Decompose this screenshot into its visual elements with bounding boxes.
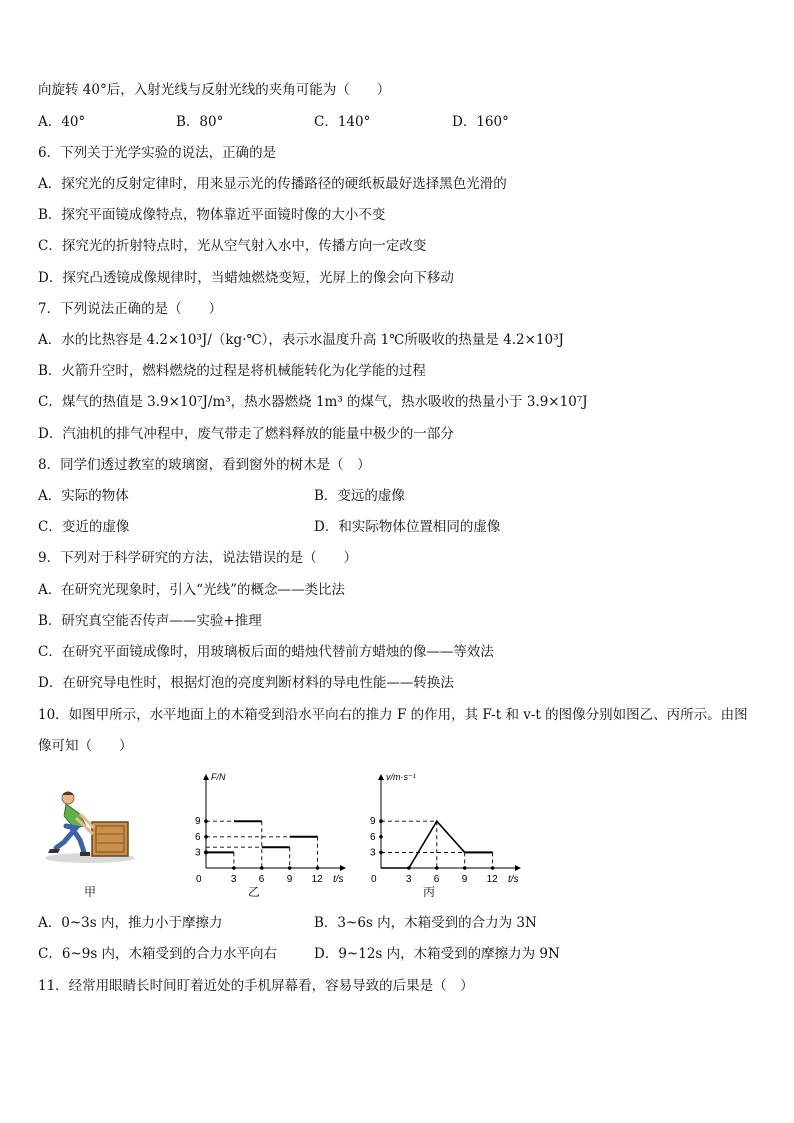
q8-option-a: A．实际的物体: [38, 488, 129, 504]
q11-stem: 11．经常用眼睛长时间盯着近处的手机屏幕看，容易导致的后果是（ ）: [38, 978, 474, 994]
x-tick-label: 6: [258, 874, 265, 885]
q9-option-c: C．在研究平面镜成像时，用玻璃板后面的蜡烛代替前方蜡烛的像——等效法: [38, 644, 494, 660]
q5-option-b: B．80°: [176, 114, 224, 130]
q9-stem: 9．下列对于科学研究的方法，说法错误的是（ ）: [38, 550, 358, 566]
q8-option-d: D．和实际物体位置相同的虚像: [314, 519, 501, 535]
figure-yi-caption: 乙: [248, 885, 261, 899]
q8-stem: 8．同学们透过教室的玻璃窗，看到窗外的树木是（ ）: [38, 457, 371, 473]
q9-option-b: B．研究真空能否传声——实验+推理: [38, 613, 262, 629]
figure-jia-person-pushing-box: [40, 786, 140, 866]
x-axis-arrow: [340, 865, 346, 871]
x-axis-label: t/s: [333, 874, 344, 885]
q7-stem: 7．下列说法正确的是（ ）: [38, 301, 223, 317]
q5-continuation: 向旋转 40°后，入射光线与反射光线的夹角可能为（ ）: [38, 82, 391, 98]
q6-option-b: B．探究平面镜成像特点，物体靠近平面镜时像的大小不变: [38, 207, 386, 223]
q5-option-d: D．160°: [452, 114, 509, 130]
y-tick-label: 3: [195, 847, 201, 859]
x-tick-label: 12: [486, 874, 498, 885]
origin-label: 0: [371, 874, 377, 885]
chart-force-time: [190, 768, 355, 892]
y-tick-label: 9: [370, 816, 376, 828]
x-tick-label: 9: [286, 874, 293, 885]
x-tick-dot: [288, 866, 292, 870]
q7-option-c: C．煤气的热值是 3.9×10⁷J/m³，热水器燃烧 1m³ 的煤气，热水吸收的热量小于 3.9×10⁷J: [38, 394, 588, 410]
y-tick-label: 6: [370, 831, 376, 843]
q5-option-a: A．40°: [38, 114, 86, 130]
q7-option-a: A．水的比热容是 4.2×10³J/（kg·℃），表示水温度升高 1℃所吸收的热量是 4.2×10³J: [38, 332, 564, 348]
q8-option-c: C．变近的虚像: [38, 519, 130, 535]
q8-option-b: B．变远的虚像: [314, 488, 405, 504]
x-axis-label: t/s: [508, 874, 519, 885]
q10-option-d: D．9~12s 内，木箱受到的摩擦力为 9N: [314, 946, 560, 962]
y-axis-arrow: [203, 774, 209, 780]
y-tick-label: 6: [195, 831, 201, 843]
q10-stem: 10．如图甲所示，水平地面上的木箱受到沿水平向右的推力 F 的作用，其 F-t 和 v-t 的图像分别如图乙、丙所示。由图: [38, 707, 748, 723]
y-axis-label: F/N: [211, 772, 226, 782]
y-tick-label: 3: [370, 847, 376, 859]
origin-label: 0: [196, 874, 202, 885]
x-tick-label: 12: [311, 874, 323, 885]
q6-option-d: D．探究凸透镜成像规律时，当蜡烛燃烧变短，光屏上的像会向下移动: [38, 270, 454, 286]
q6-option-c: C．探究光的折射特点时，光从空气射入水中，传播方向一定改变: [38, 238, 427, 254]
q10-option-a: A．0~3s 内，推力小于摩擦力: [38, 915, 223, 931]
y-tick-label: 9: [195, 816, 201, 828]
q7-option-d: D．汽油机的排气冲程中，废气带走了燃料释放的能量中极少的一部分: [38, 426, 454, 442]
q6-option-a: A．探究光的反射定律时，用来显示光的传播路径的硬纸板最好选择黑色光滑的: [38, 176, 507, 192]
q9-option-a: A．在研究光现象时，引入“光线”的概念——类比法: [38, 582, 346, 598]
y-tick-dot: [379, 835, 383, 839]
start-point: [204, 850, 208, 854]
x-tick-label: 3: [405, 874, 412, 885]
q6-stem: 6．下列关于光学实验的说法，正确的是: [38, 145, 277, 161]
q5-option-c: C．140°: [314, 114, 371, 130]
y-axis-label: v/m·s⁻¹: [386, 772, 416, 782]
q9-option-d: D．在研究导电性时，根据灯泡的亮度判断材料的导电性能——转换法: [38, 675, 454, 691]
x-axis-arrow: [515, 865, 521, 871]
x-tick-label: 9: [461, 874, 468, 885]
x-tick-label: 6: [433, 874, 440, 885]
x-tick-label: 3: [230, 874, 237, 885]
q10-option-b: B．3~6s 内，木箱受到的合力为 3N: [314, 915, 537, 931]
chart-velocity-time: [365, 768, 530, 892]
figure-jia-caption: 甲: [84, 885, 97, 899]
q10-option-c: C．6~9s 内，木箱受到的合力水平向右: [38, 946, 278, 962]
q7-option-b: B．火箭升空时，燃料燃烧的过程是将机械能转化为化学能的过程: [38, 363, 426, 379]
y-axis-arrow: [378, 774, 384, 780]
figure-bing-caption: 丙: [423, 885, 436, 899]
q10-stem-continuation: 像可知（ ）: [38, 738, 133, 754]
